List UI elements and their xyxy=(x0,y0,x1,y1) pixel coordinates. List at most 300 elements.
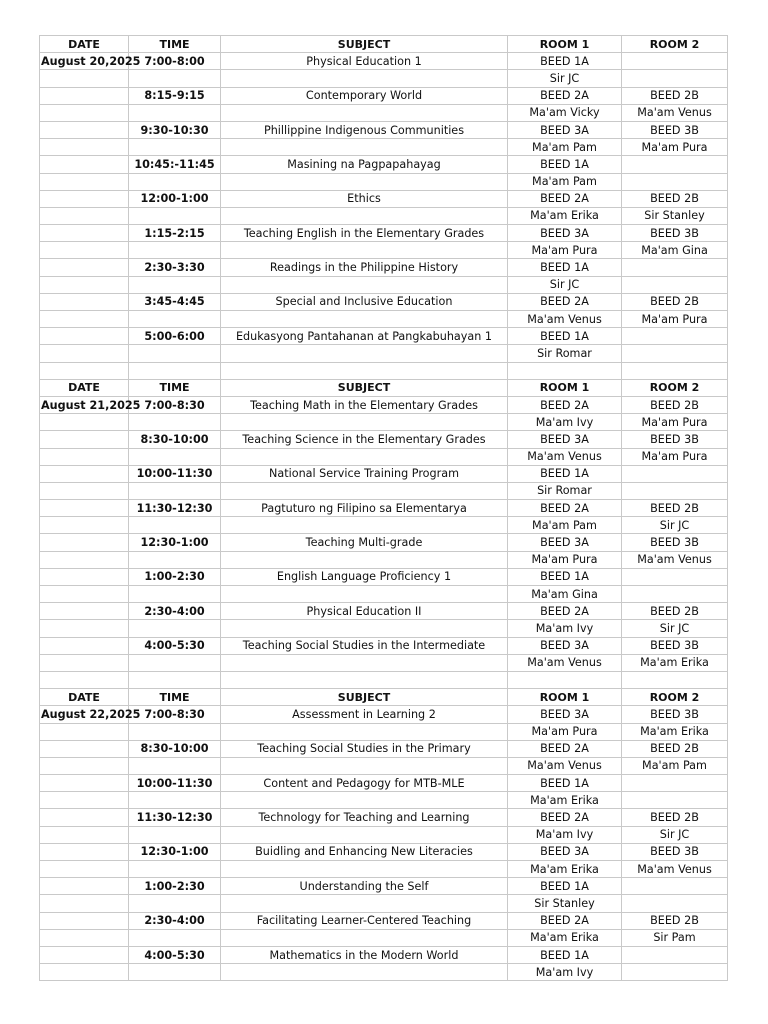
room1-section: BEED 2A xyxy=(508,500,622,517)
spacer-row xyxy=(40,671,728,688)
class-row xyxy=(40,328,728,345)
subject-name: Physical Education 1 xyxy=(221,53,508,70)
teacher-row xyxy=(40,104,728,121)
empty-cell xyxy=(129,242,221,259)
room2-section: BEED 3B xyxy=(622,843,728,860)
class-row xyxy=(40,431,728,448)
room2-section: BEED 3B xyxy=(622,431,728,448)
room1-section: BEED 2A xyxy=(508,396,622,413)
room2-section xyxy=(622,156,728,173)
subject-name: Teaching Science in the Elementary Grades xyxy=(221,431,508,448)
time-slot: 2:30-4:00 xyxy=(129,603,221,620)
room2-section: BEED 2B xyxy=(622,603,728,620)
empty-cell xyxy=(129,173,221,190)
header-subject: SUBJECT xyxy=(221,379,508,396)
class-row xyxy=(40,843,728,860)
class-row xyxy=(40,156,728,173)
empty-cell xyxy=(40,826,129,843)
teacher-row xyxy=(40,757,728,774)
room2-teacher xyxy=(622,482,728,499)
room1-teacher: Ma'am Gina xyxy=(508,586,622,603)
empty-cell xyxy=(129,104,221,121)
time-slot: 1:00-2:30 xyxy=(129,878,221,895)
empty-cell xyxy=(129,964,221,981)
room1-teacher: Ma'am Ivy xyxy=(508,964,622,981)
teacher-row xyxy=(40,586,728,603)
room1-teacher: Ma'am Ivy xyxy=(508,414,622,431)
class-row xyxy=(40,259,728,276)
teacher-row xyxy=(40,448,728,465)
empty-cell xyxy=(40,757,129,774)
empty-cell xyxy=(221,242,508,259)
class-row xyxy=(40,568,728,585)
class-row xyxy=(40,225,728,242)
empty-cell xyxy=(40,534,129,551)
room1-teacher: Ma'am Venus xyxy=(508,757,622,774)
teacher-row xyxy=(40,139,728,156)
teacher-row xyxy=(40,276,728,293)
room2-section: BEED 2B xyxy=(622,740,728,757)
room1-section: BEED 3A xyxy=(508,121,622,138)
header-date: DATE xyxy=(40,379,129,396)
room1-teacher: Sir JC xyxy=(508,276,622,293)
empty-cell xyxy=(129,517,221,534)
empty-cell xyxy=(40,671,129,688)
subject-name: Content and Pedagogy for MTB-MLE xyxy=(221,775,508,792)
empty-cell xyxy=(129,671,221,688)
header-row xyxy=(40,689,728,706)
empty-cell xyxy=(129,276,221,293)
room2-teacher: Ma'am Pam xyxy=(622,757,728,774)
room2-teacher xyxy=(622,276,728,293)
room2-section: BEED 2B xyxy=(622,293,728,310)
room2-teacher: Ma'am Venus xyxy=(622,861,728,878)
class-row xyxy=(40,465,728,482)
header-time: TIME xyxy=(129,379,221,396)
empty-cell xyxy=(40,190,129,207)
room1-teacher: Ma'am Venus xyxy=(508,448,622,465)
empty-cell xyxy=(40,637,129,654)
empty-cell xyxy=(129,586,221,603)
spacer-row xyxy=(40,362,728,379)
time-slot: 5:00-6:00 xyxy=(129,328,221,345)
empty-cell xyxy=(221,654,508,671)
empty-cell xyxy=(221,929,508,946)
header-row xyxy=(40,379,728,396)
empty-cell xyxy=(221,448,508,465)
time-slot: 3:45-4:45 xyxy=(129,293,221,310)
class-row xyxy=(40,534,728,551)
empty-cell xyxy=(40,311,129,328)
subject-name: Phillippine Indigenous Communities xyxy=(221,121,508,138)
empty-cell xyxy=(221,895,508,912)
subject-name: National Service Training Program xyxy=(221,465,508,482)
empty-cell xyxy=(40,654,129,671)
empty-cell xyxy=(129,551,221,568)
room1-teacher: Sir Romar xyxy=(508,345,622,362)
teacher-row xyxy=(40,551,728,568)
room1-section: BEED 1A xyxy=(508,775,622,792)
subject-name: Teaching English in the Elementary Grades xyxy=(221,225,508,242)
empty-cell xyxy=(40,345,129,362)
teacher-row xyxy=(40,482,728,499)
day-date: August 21,2025 xyxy=(40,396,129,413)
teacher-row xyxy=(40,792,728,809)
empty-cell xyxy=(40,362,129,379)
empty-cell xyxy=(129,345,221,362)
empty-cell xyxy=(129,757,221,774)
room1-teacher: Ma'am Pura xyxy=(508,723,622,740)
empty-cell xyxy=(40,946,129,963)
time-slot: 4:00-5:30 xyxy=(129,637,221,654)
empty-cell xyxy=(40,723,129,740)
empty-cell xyxy=(40,861,129,878)
room2-teacher xyxy=(622,173,728,190)
schedule-body xyxy=(40,36,728,981)
room1-teacher: Ma'am Pam xyxy=(508,139,622,156)
room2-teacher: Ma'am Pura xyxy=(622,414,728,431)
room1-teacher: Ma'am Vicky xyxy=(508,104,622,121)
empty-cell xyxy=(40,293,129,310)
teacher-row xyxy=(40,173,728,190)
room2-teacher: Ma'am Erika xyxy=(622,723,728,740)
room2-teacher: Ma'am Gina xyxy=(622,242,728,259)
room1-section: BEED 1A xyxy=(508,259,622,276)
room2-section xyxy=(622,465,728,482)
empty-cell xyxy=(129,448,221,465)
teacher-row xyxy=(40,826,728,843)
room1-section: BEED 3A xyxy=(508,225,622,242)
teacher-row xyxy=(40,929,728,946)
time-slot: 10:45:-11:45 xyxy=(129,156,221,173)
empty-cell xyxy=(40,775,129,792)
room1-teacher: Ma'am Ivy xyxy=(508,826,622,843)
empty-cell xyxy=(40,620,129,637)
room2-section xyxy=(622,53,728,70)
room2-teacher: Ma'am Pura xyxy=(622,448,728,465)
time-slot: 10:00-11:30 xyxy=(129,465,221,482)
header-time: TIME xyxy=(129,689,221,706)
subject-name: Teaching Multi-grade xyxy=(221,534,508,551)
room1-teacher: Ma'am Erika xyxy=(508,792,622,809)
empty-cell xyxy=(40,843,129,860)
class-row xyxy=(40,121,728,138)
room2-section xyxy=(622,259,728,276)
empty-cell xyxy=(129,792,221,809)
empty-cell xyxy=(40,482,129,499)
empty-cell xyxy=(40,500,129,517)
empty-cell xyxy=(221,586,508,603)
room1-section: BEED 1A xyxy=(508,568,622,585)
header-room1: ROOM 1 xyxy=(508,689,622,706)
empty-cell xyxy=(40,242,129,259)
empty-cell xyxy=(40,121,129,138)
room2-teacher: Ma'am Pura xyxy=(622,311,728,328)
empty-cell xyxy=(221,964,508,981)
empty-cell xyxy=(40,740,129,757)
time-slot: 2:30-3:30 xyxy=(129,259,221,276)
room1-teacher: Sir Romar xyxy=(508,482,622,499)
empty-cell xyxy=(129,414,221,431)
header-time: TIME xyxy=(129,36,221,53)
subject-name: Understanding the Self xyxy=(221,878,508,895)
room2-teacher: Ma'am Venus xyxy=(622,104,728,121)
empty-cell xyxy=(221,345,508,362)
empty-cell xyxy=(508,671,622,688)
room2-teacher xyxy=(622,70,728,87)
room2-section: BEED 3B xyxy=(622,706,728,723)
empty-cell xyxy=(40,895,129,912)
room1-section: BEED 2A xyxy=(508,740,622,757)
room2-teacher: Ma'am Erika xyxy=(622,654,728,671)
room2-section: BEED 3B xyxy=(622,225,728,242)
empty-cell xyxy=(129,861,221,878)
room1-teacher: Ma'am Ivy xyxy=(508,620,622,637)
empty-cell xyxy=(221,482,508,499)
teacher-row xyxy=(40,345,728,362)
room2-section xyxy=(622,328,728,345)
empty-cell xyxy=(221,70,508,87)
room1-section: BEED 2A xyxy=(508,190,622,207)
room1-teacher: Ma'am Pam xyxy=(508,173,622,190)
empty-cell xyxy=(40,517,129,534)
header-subject: SUBJECT xyxy=(221,36,508,53)
room1-section: BEED 2A xyxy=(508,912,622,929)
subject-name: Special and Inclusive Education xyxy=(221,293,508,310)
room2-section: BEED 3B xyxy=(622,534,728,551)
room1-section: BEED 3A xyxy=(508,431,622,448)
room2-teacher xyxy=(622,964,728,981)
empty-cell xyxy=(221,620,508,637)
schedule-sheet xyxy=(39,35,727,981)
empty-cell xyxy=(221,757,508,774)
header-room1: ROOM 1 xyxy=(508,379,622,396)
room2-teacher: Sir Pam xyxy=(622,929,728,946)
empty-cell xyxy=(40,586,129,603)
empty-cell xyxy=(129,207,221,224)
room1-section: BEED 1A xyxy=(508,465,622,482)
empty-cell xyxy=(40,809,129,826)
empty-cell xyxy=(40,139,129,156)
room2-section: BEED 3B xyxy=(622,121,728,138)
subject-name: Teaching Math in the Elementary Grades xyxy=(221,396,508,413)
room1-teacher: Sir Stanley xyxy=(508,895,622,912)
room1-section: BEED 3A xyxy=(508,843,622,860)
teacher-row xyxy=(40,70,728,87)
empty-cell xyxy=(129,362,221,379)
room1-section: BEED 1A xyxy=(508,946,622,963)
day-date: August 20,2025 xyxy=(40,53,129,70)
empty-cell xyxy=(622,671,728,688)
empty-cell xyxy=(129,654,221,671)
room1-section: BEED 1A xyxy=(508,156,622,173)
room2-section: BEED 2B xyxy=(622,912,728,929)
room2-section xyxy=(622,946,728,963)
empty-cell xyxy=(129,70,221,87)
empty-cell xyxy=(40,207,129,224)
empty-cell xyxy=(40,448,129,465)
room2-teacher: Sir JC xyxy=(622,620,728,637)
time-slot: 12:30-1:00 xyxy=(129,534,221,551)
teacher-row xyxy=(40,620,728,637)
empty-cell xyxy=(40,104,129,121)
empty-cell xyxy=(40,70,129,87)
class-row xyxy=(40,912,728,929)
time-slot: 12:30-1:00 xyxy=(129,843,221,860)
room2-section xyxy=(622,878,728,895)
room1-teacher: Ma'am Pura xyxy=(508,242,622,259)
empty-cell xyxy=(40,465,129,482)
time-slot: 8:30-10:00 xyxy=(129,431,221,448)
room1-teacher: Ma'am Pura xyxy=(508,551,622,568)
empty-cell xyxy=(221,276,508,293)
class-row xyxy=(40,500,728,517)
room1-teacher: Ma'am Venus xyxy=(508,654,622,671)
empty-cell xyxy=(221,173,508,190)
empty-cell xyxy=(129,895,221,912)
room2-section xyxy=(622,775,728,792)
time-slot: 8:30-10:00 xyxy=(129,740,221,757)
empty-cell xyxy=(221,517,508,534)
header-date: DATE xyxy=(40,689,129,706)
empty-cell xyxy=(221,723,508,740)
class-row xyxy=(40,775,728,792)
subject-name: Buidling and Enhancing New Literacies xyxy=(221,843,508,860)
empty-cell xyxy=(40,87,129,104)
time-slot: 7:00-8:00 xyxy=(129,53,221,70)
room2-section: BEED 2B xyxy=(622,500,728,517)
room1-teacher: Ma'am Venus xyxy=(508,311,622,328)
teacher-row xyxy=(40,964,728,981)
class-row xyxy=(40,293,728,310)
time-slot: 7:00-8:30 xyxy=(129,706,221,723)
subject-name: Masining na Pagpapahayag xyxy=(221,156,508,173)
room2-section: BEED 3B xyxy=(622,637,728,654)
empty-cell xyxy=(40,225,129,242)
header-room2: ROOM 2 xyxy=(622,379,728,396)
teacher-row xyxy=(40,895,728,912)
subject-name: Facilitating Learner-Centered Teaching xyxy=(221,912,508,929)
empty-cell xyxy=(40,603,129,620)
class-row xyxy=(40,706,728,723)
subject-name: Physical Education II xyxy=(221,603,508,620)
teacher-row xyxy=(40,723,728,740)
header-subject: SUBJECT xyxy=(221,689,508,706)
empty-cell xyxy=(508,362,622,379)
room2-teacher: Ma'am Pura xyxy=(622,139,728,156)
empty-cell xyxy=(40,173,129,190)
room2-teacher xyxy=(622,345,728,362)
subject-name: Mathematics in the Modern World xyxy=(221,946,508,963)
header-date: DATE xyxy=(40,36,129,53)
empty-cell xyxy=(40,912,129,929)
room1-teacher: Ma'am Erika xyxy=(508,861,622,878)
room1-section: BEED 2A xyxy=(508,87,622,104)
empty-cell xyxy=(129,929,221,946)
room1-section: BEED 2A xyxy=(508,603,622,620)
class-row xyxy=(40,603,728,620)
room2-teacher: Sir JC xyxy=(622,517,728,534)
empty-cell xyxy=(221,826,508,843)
time-slot: 11:30-12:30 xyxy=(129,500,221,517)
empty-cell xyxy=(221,311,508,328)
subject-name: Contemporary World xyxy=(221,87,508,104)
time-slot: 1:00-2:30 xyxy=(129,568,221,585)
empty-cell xyxy=(129,311,221,328)
empty-cell xyxy=(40,929,129,946)
room1-teacher: Ma'am Pam xyxy=(508,517,622,534)
empty-cell xyxy=(129,620,221,637)
room1-section: BEED 3A xyxy=(508,637,622,654)
time-slot: 7:00-8:30 xyxy=(129,396,221,413)
day-date: August 22,2025 xyxy=(40,706,129,723)
class-row xyxy=(40,637,728,654)
header-room2: ROOM 2 xyxy=(622,689,728,706)
empty-cell xyxy=(221,861,508,878)
empty-cell xyxy=(40,551,129,568)
room2-section: BEED 2B xyxy=(622,87,728,104)
header-room1: ROOM 1 xyxy=(508,36,622,53)
subject-name: Pagtuturo ng Filipino sa Elementarya xyxy=(221,500,508,517)
empty-cell xyxy=(40,328,129,345)
room2-section: BEED 2B xyxy=(622,809,728,826)
teacher-row xyxy=(40,242,728,259)
room1-section: BEED 1A xyxy=(508,878,622,895)
room1-section: BEED 3A xyxy=(508,534,622,551)
empty-cell xyxy=(622,362,728,379)
subject-name: Teaching Social Studies in the Primary xyxy=(221,740,508,757)
empty-cell xyxy=(221,139,508,156)
empty-cell xyxy=(40,431,129,448)
time-slot: 10:00-11:30 xyxy=(129,775,221,792)
subject-name: Edukasyong Pantahanan at Pangkabuhayan 1 xyxy=(221,328,508,345)
time-slot: 2:30-4:00 xyxy=(129,912,221,929)
room1-section: BEED 1A xyxy=(508,328,622,345)
room2-section: BEED 2B xyxy=(622,190,728,207)
room2-teacher: Ma'am Venus xyxy=(622,551,728,568)
subject-name: English Language Proficiency 1 xyxy=(221,568,508,585)
class-row xyxy=(40,740,728,757)
time-slot: 12:00-1:00 xyxy=(129,190,221,207)
header-row xyxy=(40,36,728,53)
empty-cell xyxy=(40,259,129,276)
room1-section: BEED 2A xyxy=(508,809,622,826)
schedule-table xyxy=(39,35,728,981)
room2-teacher: Sir Stanley xyxy=(622,207,728,224)
header-room2: ROOM 2 xyxy=(622,36,728,53)
subject-name: Ethics xyxy=(221,190,508,207)
time-slot: 9:30-10:30 xyxy=(129,121,221,138)
class-row xyxy=(40,396,728,413)
teacher-row xyxy=(40,207,728,224)
empty-cell xyxy=(221,671,508,688)
room1-section: BEED 3A xyxy=(508,706,622,723)
subject-name: Assessment in Learning 2 xyxy=(221,706,508,723)
class-row xyxy=(40,809,728,826)
room2-section: BEED 2B xyxy=(622,396,728,413)
room2-teacher xyxy=(622,895,728,912)
empty-cell xyxy=(40,276,129,293)
time-slot: 4:00-5:30 xyxy=(129,946,221,963)
room1-teacher: Sir JC xyxy=(508,70,622,87)
subject-name: Teaching Social Studies in the Intermediate xyxy=(221,637,508,654)
room2-teacher: Sir JC xyxy=(622,826,728,843)
room2-section xyxy=(622,568,728,585)
empty-cell xyxy=(129,482,221,499)
teacher-row xyxy=(40,861,728,878)
subject-name: Technology for Teaching and Learning xyxy=(221,809,508,826)
room1-section: BEED 1A xyxy=(508,53,622,70)
